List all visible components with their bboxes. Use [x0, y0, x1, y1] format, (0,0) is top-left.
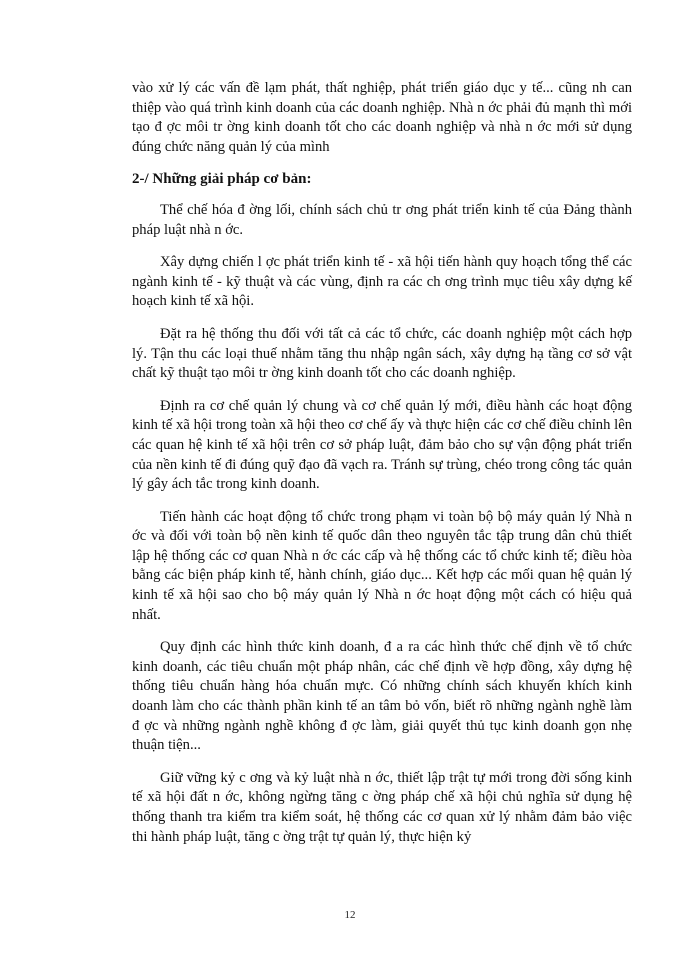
body-paragraph-7: Giữ vững kỷ c ơng và kỷ luật nhà n ớc, thiết lập trật tự mới trong đời sống kinh tế xã hội đất n ớc, không ngừng tăng c ờng pháp chế xã hội chủ nghĩa sử dụng hệ thống thanh tra kiểm tra kiểm soát, hệ thống các cơ quan xử lý nhằm đảm bảo việc thi hành pháp luật, tăng c ờng trật tự quản lý, thực hiện kỷ [132, 769, 632, 845]
section-heading: 2-/ Những giải pháp cơ bản: [132, 171, 312, 188]
body-paragraph-2: Xây dựng chiến l ợc phát triển kinh tế - xã hội tiến hành quy hoạch tổng thể các ngành kinh tế - kỹ thuật và các vùng, định ra các ch ơng trình mục tiêu xây dựng kế hoạch kinh tế xã hội. [132, 254, 632, 310]
body-paragraph-6: Quy định các hình thức kinh doanh, đ a ra các hình thức chế định về tổ chức kinh doanh, các tiêu chuẩn một pháp nhân, các chế định về hợp đồng, xây dựng hệ thống tiêu chuẩn hàng hóa chuẩn mực. Có những chính sách khuyến khích kinh doanh làm cho các thành phần kinh tế an tâm bỏ vốn, biết rõ những ngành nghề làm đ ợc và những ngành nghề không đ ợc làm, giải quyết thủ tục kinh doanh gọn nhẹ thuận tiện... [132, 639, 632, 754]
body-paragraph-3: Đặt ra hệ thống thu đối với tất cả các tổ chức, các doanh nghiệp một cách hợp lý. Tận thu các loại thuế nhằm tăng thu nhập ngân sách, xây dựng hạ tầng cơ sở vật chất kỹ thuật tạo môi tr ờng kinh doanh tốt cho các doanh nghiệp. [132, 325, 632, 382]
body-paragraph-4: Định ra cơ chế quản lý chung và cơ chế quản lý mới, điều hành các hoạt động kinh tế xã hội trong toàn xã hội theo cơ chế ấy và thực hiện các cơ chế điều chỉnh lên các quan hệ kinh tế xã hội trên cơ sở pháp luật, đảm bảo cho sự vận động phát triển của nền kinh tế đi đúng quỹ đạo đã vạch ra. Tránh sự trùng, chéo trong công tác quản lý gây ách tắc trong kinh doanh. [132, 397, 632, 493]
body-paragraph-1: Thể chế hóa đ ờng lối, chính sách chủ tr ơng phát triển kinh tế của Đảng thành pháp luật nhà n ớc. [132, 201, 632, 238]
continuation-paragraph: vào xử lý các vấn đề lạm phát, thất nghiệp, phát triển giáo dục y tế... cũng nh can thiệp vào quá trình kinh doanh của các doanh nghiệp. Nhà n ớc phải đủ mạnh thì mới tạo đ ợc môi tr ờng kinh doanh tốt cho các doanh nghiệp và nhà n ớc mới sử dụng đúng chức năng quản lý của mình [132, 80, 632, 155]
page-number: 12 [344, 909, 356, 921]
body-paragraph-5: Tiến hành các hoạt động tổ chức trong phạm vi toàn bộ bộ máy quản lý Nhà n ớc và đối với toàn bộ nền kinh tế quốc dân theo nguyên tắc tập trung dân chủ thiết lập hệ thống các cơ quan Nhà n ớc các cấp và hệ thống các tổ chức kinh tế; điều hòa bằng các biện pháp kinh tế, hành chính, giáo dục... Kết hợp các mối quan hệ quản lý kinh tế xã hội sao cho bộ máy quản lý Nhà n ớc hoạt động một cách có hiệu quả nhất. [132, 508, 632, 623]
document-page [132, 79, 632, 860]
